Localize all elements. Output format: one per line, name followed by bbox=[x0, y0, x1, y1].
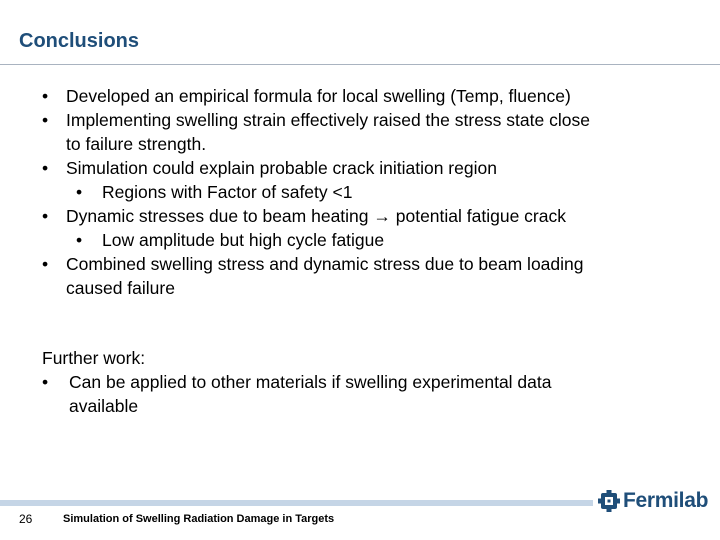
bullet-continuation bbox=[42, 394, 692, 418]
bullet-marker: • bbox=[76, 182, 83, 202]
further-work-section bbox=[42, 346, 692, 418]
slide-title: Conclusions bbox=[19, 30, 140, 52]
title-divider bbox=[0, 64, 720, 65]
fermilab-logo-icon bbox=[598, 490, 620, 512]
bullet-marker: • bbox=[42, 206, 49, 226]
bullet-text: Simulation could explain probable crack initiation region bbox=[66, 158, 497, 178]
bullet-text: Developed an empirical formula for local swelling (Temp, fluence) bbox=[66, 86, 571, 106]
bullet-item bbox=[42, 252, 692, 276]
bullet-text: Regions with Factor of safety <1 bbox=[102, 182, 353, 202]
bullet-text: Dynamic stresses due to beam heating → potential fatigue crack bbox=[66, 206, 566, 226]
conclusions-list bbox=[42, 84, 692, 300]
logo-text: Fermilab bbox=[623, 489, 709, 512]
footer-bar bbox=[0, 500, 593, 506]
bullet-marker: • bbox=[42, 254, 49, 274]
footer-title: Simulation of Swelling Radiation Damage in Targets bbox=[63, 513, 335, 525]
bullet-marker: • bbox=[42, 372, 49, 392]
bullet-text: Can be applied to other materials if swelling experimental data bbox=[69, 372, 552, 392]
bullet-text: Low amplitude but high cycle fatigue bbox=[102, 230, 385, 250]
bullet-item bbox=[42, 108, 692, 132]
bullet-marker: • bbox=[42, 110, 49, 130]
bullet-marker: • bbox=[42, 158, 49, 178]
bullet-continuation bbox=[42, 132, 692, 156]
bullet-item bbox=[42, 204, 692, 228]
sub-bullet-item bbox=[42, 180, 692, 204]
bullet-text: available bbox=[69, 396, 139, 416]
further-work-heading: Further work: bbox=[42, 348, 146, 368]
bullet-item bbox=[42, 156, 692, 180]
bullet-marker: • bbox=[42, 86, 49, 106]
bullet-text: Implementing swelling strain effectively raised the stress state close bbox=[66, 110, 590, 130]
sub-bullet-item bbox=[42, 228, 692, 252]
bullet-item bbox=[42, 370, 692, 394]
fermilab-logo bbox=[598, 488, 708, 514]
bullet-continuation bbox=[42, 276, 692, 300]
bullet-marker: • bbox=[76, 230, 83, 250]
page-number: 26 bbox=[19, 512, 33, 526]
bullet-text: Combined swelling stress and dynamic stress due to beam loading bbox=[66, 254, 584, 274]
bullet-item bbox=[42, 84, 692, 108]
bullet-text: caused failure bbox=[66, 278, 175, 298]
bullet-text: to failure strength. bbox=[66, 134, 207, 154]
